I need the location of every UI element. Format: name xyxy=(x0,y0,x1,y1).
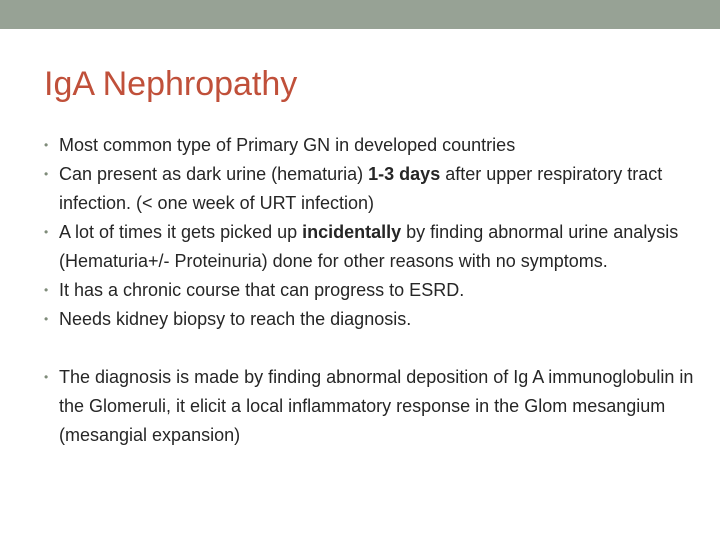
bullet-glyph: • xyxy=(44,225,49,239)
bullet-item xyxy=(44,131,694,160)
bullet-text: Can present as dark urine (hematuria) xyxy=(59,164,369,184)
slide-title: IgA Nephropathy xyxy=(44,65,298,103)
bullet-emphasis: 1-3 days xyxy=(368,164,441,184)
bullet-text: Needs kidney biopsy to reach the diagnosis. xyxy=(59,309,412,329)
bullet-glyph: • xyxy=(44,370,49,384)
bullet-item xyxy=(44,276,694,305)
bullet-text: Most common type of Primary GN in developed countries xyxy=(59,135,516,155)
bullet-item xyxy=(44,363,694,450)
bullet-item xyxy=(44,305,694,334)
bullet-item xyxy=(44,218,694,276)
bullet-glyph: • xyxy=(44,138,49,152)
bullet-text: The diagnosis is made by finding abnormal deposition of Ig A immunoglobulin in the Glomeruli, it elicit a local inflammatory response in the Glom mesangium (mesangial expansion) xyxy=(59,367,694,445)
bullet-glyph: • xyxy=(44,312,49,326)
bullet-text: A lot of times it gets picked up xyxy=(59,222,303,242)
bullet-glyph: • xyxy=(44,167,49,181)
bullet-list xyxy=(44,131,694,450)
bullet-glyph: • xyxy=(44,283,49,297)
bullet-text: by finding abnormal urine analysis (Hematuria+/- Proteinuria) done for other reasons with no symptoms. xyxy=(59,222,679,271)
bullet-emphasis: incidentally xyxy=(302,222,402,242)
bullet-text: It has a chronic course that can progress to ESRD. xyxy=(59,280,465,300)
top-band xyxy=(0,0,720,29)
bullet-item xyxy=(44,160,694,218)
bullet-text: after upper respiratory tract infection. (< one week of URT infection) xyxy=(59,164,663,213)
